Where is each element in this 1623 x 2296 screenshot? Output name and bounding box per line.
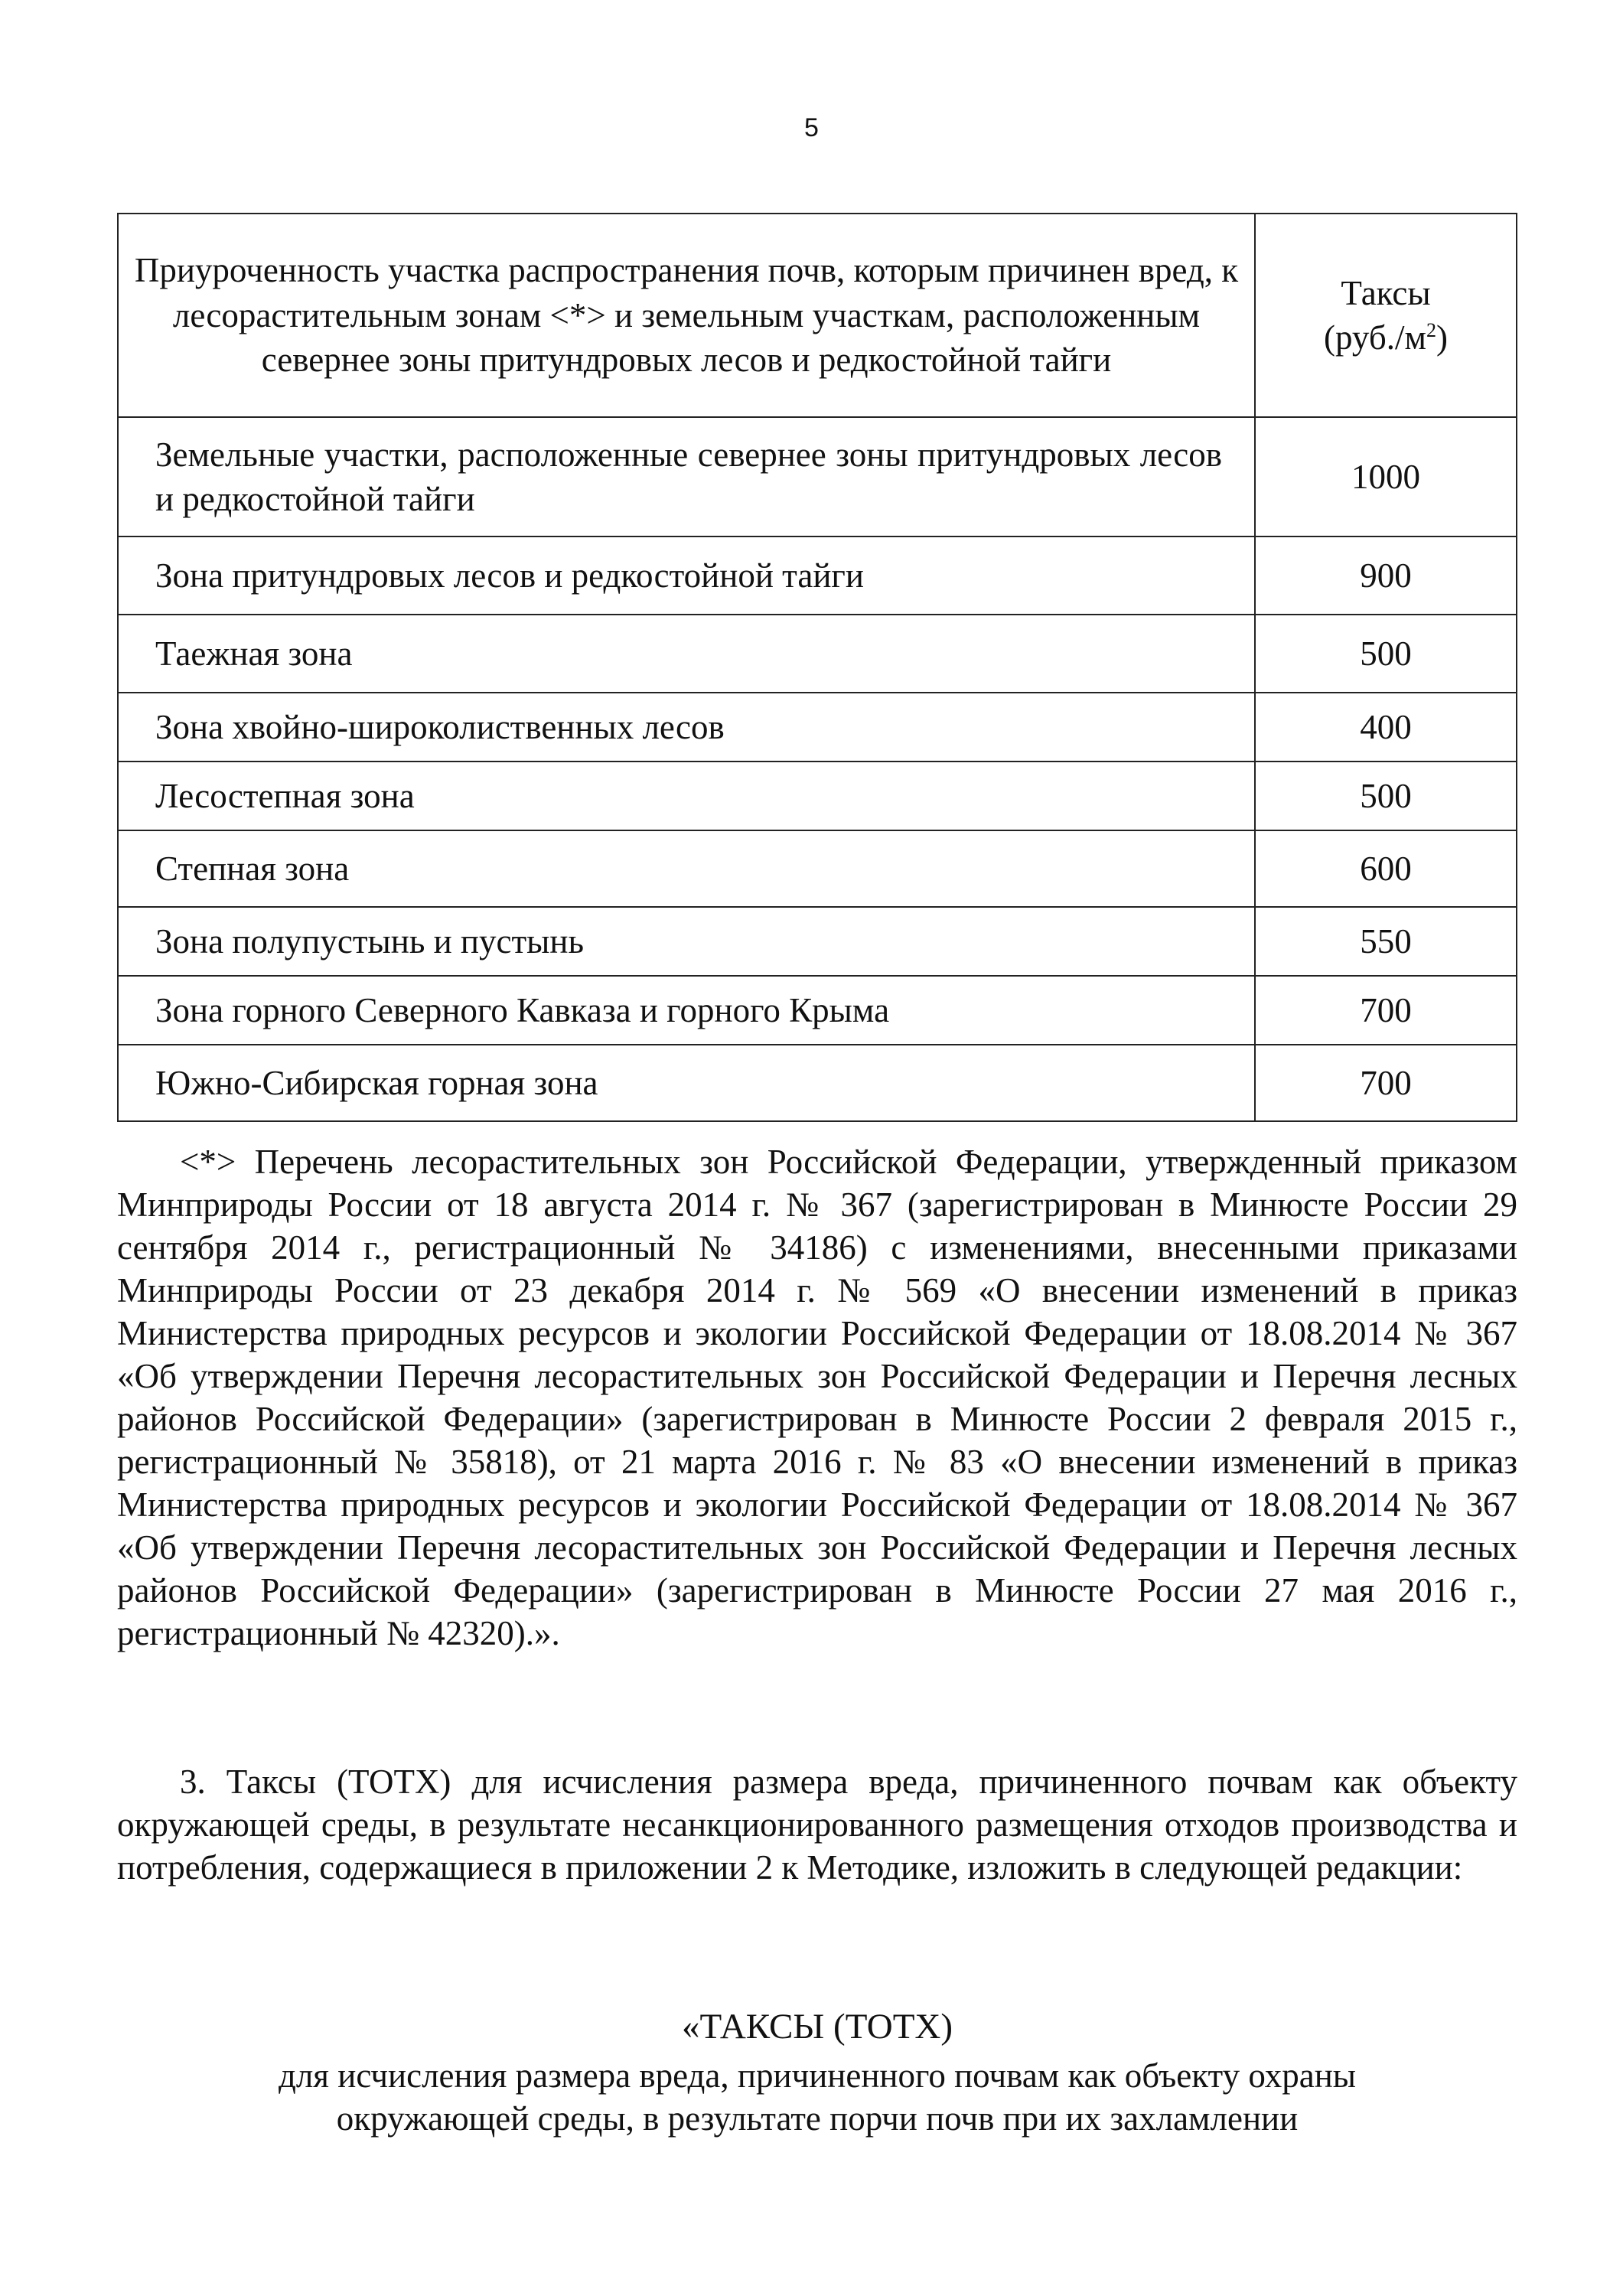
rate-cell: 900 bbox=[1255, 536, 1517, 615]
header-rate-unit: $(руб./м^2)$ bbox=[1324, 318, 1448, 357]
zone-cell: Зона полупустынь и пустынь bbox=[118, 907, 1255, 976]
table-row bbox=[118, 536, 1517, 615]
footnote-paragraph: <*> Перечень лесорастительных зон Российской Федерации, утвержденный приказом Минприроды России от 18 августа 2014 г. № 367 (зарегистрирован в Минюсте России 29 сентября 2014 г., регистрационный № 34186) с изменениями, внесенными приказами Минприроды России от 23 декабря 2014 г. № 569 «О внесении изменений в приказ Министерства природных ресурсов и экологии Российской Федерации от 18.08.2014 № 367 «Об утверждении Перечня лесорастительных зон Российской Федерации и Перечня лесных районов Российской Федерации» (зарегистрирован в Минюсте России 2 февраля 2015 г., регистрационный № 35818), от 21 марта 2016 г. № 83 «О внесении изменений в приказ Министерства природных ресурсов и экологии Российской Федерации от 18.08.2014 № 367 «Об утверждении Перечня лесорастительных зон Российской Федерации и Перечня лесных районов Российской Федерации» (зарегистрирован в Минюсте России 27 мая 2016 г., регистрационный № 42320).». bbox=[117, 1143, 1517, 1652]
zone-cell: Зона горного Северного Кавказа и горного Крыма bbox=[118, 976, 1255, 1045]
table-row bbox=[118, 830, 1517, 907]
rate-cell: 500 bbox=[1255, 762, 1517, 830]
table-row bbox=[118, 693, 1517, 762]
rate-cell: 500 bbox=[1255, 615, 1517, 693]
table-header-row bbox=[118, 214, 1517, 417]
rate-cell: 600 bbox=[1255, 830, 1517, 907]
header-rate-label: Таксы bbox=[1341, 273, 1431, 312]
table-row bbox=[118, 907, 1517, 976]
rate-cell: 700 bbox=[1255, 976, 1517, 1045]
table-row bbox=[118, 615, 1517, 693]
paragraph-3: 3. Таксы (ТОТХ) для исчисления размера вреда, причиненного почвам как объекту окружающей среды, в результате несанкционированного размещения отходов производства и потребления, содержащиеся в приложении 2 к Методике, изложить в следующей редакции: bbox=[117, 1763, 1517, 1887]
table-row bbox=[118, 976, 1517, 1045]
zone-cell: Земельные участки, расположенные севернее зоны притундровых лесов и редкостойной тайги bbox=[118, 417, 1255, 536]
table-row bbox=[118, 417, 1517, 536]
section-subtitle-line-1: для исчисления размера вреда, причиненного почвам как объекту охраны bbox=[278, 2056, 1357, 2095]
page-number: 5 bbox=[804, 113, 819, 142]
rate-cell: 400 bbox=[1255, 693, 1517, 762]
header-zone-cell: Приуроченность участка распространения почв, которым причинен вред, к лесорастительным зонам <*> и земельным участкам, расположенным севернее зоны притундровых лесов и редкостойной тайги bbox=[118, 214, 1255, 417]
zone-cell: Лесостепная зона bbox=[118, 762, 1255, 830]
zone-cell: Степная зона bbox=[118, 830, 1255, 907]
section-subtitle-line-2: окружающей среды, в результате порчи почв при их захламлении bbox=[336, 2099, 1299, 2138]
tax-rates-table bbox=[117, 213, 1517, 1122]
section-subtitle bbox=[117, 2054, 1517, 2140]
rate-cell: 700 bbox=[1255, 1045, 1517, 1121]
table-row bbox=[118, 1045, 1517, 1121]
rate-cell: 1000 bbox=[1255, 417, 1517, 536]
zone-cell: Южно-Сибирская горная зона bbox=[118, 1045, 1255, 1121]
zone-cell: Таежная зона bbox=[118, 615, 1255, 693]
header-rate-cell bbox=[1255, 214, 1517, 417]
zone-cell: Зона хвойно-широколиственных лесов bbox=[118, 693, 1255, 762]
rate-cell: 550 bbox=[1255, 907, 1517, 976]
section-title: «ТАКСЫ (ТОТХ) bbox=[681, 2007, 953, 2047]
table-row bbox=[118, 762, 1517, 830]
zone-cell: Зона притундровых лесов и редкостойной тайги bbox=[118, 536, 1255, 615]
